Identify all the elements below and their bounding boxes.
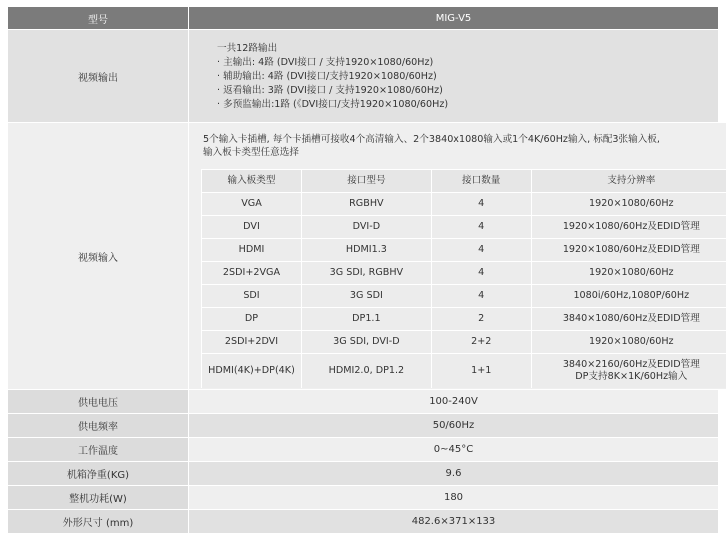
spec-row (8, 414, 718, 438)
header-label: 型号 (8, 7, 188, 29)
table-row (202, 285, 726, 308)
column-header: 输入板类型 (202, 170, 302, 193)
table-cell: 3G SDI, DVI-D (301, 331, 431, 354)
table-cell: DP (202, 308, 302, 331)
input-row (8, 123, 718, 390)
table-cell: DP1.1 (301, 308, 431, 331)
table-cell: 3840×2160/60Hz及EDID管理 DP支持8K×1K/60Hz输入 (531, 354, 726, 389)
table-cell: 4 (431, 216, 531, 239)
table-cell: DVI-D (301, 216, 431, 239)
output-line: · 辅助输出: 4路 (DVI接口/支持1920×1080/60Hz) (217, 71, 437, 82)
spec-label: 供电电压 (8, 390, 188, 413)
output-line: · 主输出: 4路 (DVI接口 / 支持1920×1080/60Hz) (217, 57, 434, 68)
output-line: 一共12路输出 (217, 43, 278, 54)
table-row (202, 331, 726, 354)
spec-value: 180 (188, 486, 718, 509)
spec-value: 9.6 (188, 462, 718, 485)
table-cell: 3G SDI (301, 285, 431, 308)
table-cell: 1+1 (431, 354, 531, 389)
header-row (8, 7, 718, 30)
table-cell: 1920×1080/60Hz (531, 262, 726, 285)
table-cell: 1920×1080/60Hz (531, 331, 726, 354)
spec-label: 供电频率 (8, 414, 188, 437)
table-cell: 4 (431, 285, 531, 308)
spec-value: 482.6×371×133 (188, 510, 718, 533)
table-row (202, 308, 726, 331)
table-cell: 1920×1080/60Hz (531, 193, 726, 216)
table-cell: RGBHV (301, 193, 431, 216)
input-intro-line: 5个输入卡插槽, 每个卡插槽可接收4个高清输入、2个3840x1080输入或1个4K/60Hz输入, 标配3张输入板, (203, 134, 660, 145)
output-line: · 返看输出: 3路 (DVI接口 / 支持1920×1080/60Hz) (217, 85, 443, 96)
table-cell: 2SDI+2DVI (202, 331, 302, 354)
spec-row (8, 462, 718, 486)
spec-row (8, 510, 718, 534)
table-cell: 3G SDI, RGBHV (301, 262, 431, 285)
table-cell: 2SDI+2VGA (202, 262, 302, 285)
table-row (202, 354, 726, 389)
table-cell: HDMI2.0, DP1.2 (301, 354, 431, 389)
column-header: 接口数量 (431, 170, 531, 193)
spec-label: 工作温度 (8, 438, 188, 461)
output-list (189, 30, 448, 112)
table-cell: 1080i/60Hz,1080P/60Hz (531, 285, 726, 308)
table-cell: 3840×1080/60Hz及EDID管理 (531, 308, 726, 331)
table-row (202, 239, 726, 262)
table-row (202, 193, 726, 216)
spec-table (8, 7, 718, 534)
input-table-header (202, 170, 726, 193)
input-label: 视频输入 (8, 123, 188, 389)
model-value: MIG-V5 (188, 7, 718, 29)
spec-value: 100-240V (188, 390, 718, 413)
table-cell: SDI (202, 285, 302, 308)
table-cell: HDMI (202, 239, 302, 262)
spec-row (8, 438, 718, 462)
table-cell: 1920×1080/60Hz及EDID管理 (531, 216, 726, 239)
table-cell: 4 (431, 262, 531, 285)
spec-value: 0~45°C (188, 438, 718, 461)
table-cell: 1920×1080/60Hz及EDID管理 (531, 239, 726, 262)
output-row (8, 30, 718, 123)
table-cell: 4 (431, 193, 531, 216)
input-card-table (201, 169, 726, 388)
spec-label: 外形尺寸 (mm) (8, 510, 188, 533)
table-row (202, 262, 726, 285)
column-header: 支持分辨率 (531, 170, 726, 193)
table-row (202, 216, 726, 239)
table-cell: 4 (431, 239, 531, 262)
spec-rows (8, 390, 718, 534)
spec-label: 整机功耗(W) (8, 486, 188, 509)
spec-row (8, 486, 718, 510)
column-header: 接口型号 (301, 170, 431, 193)
spec-label: 机箱净重(KG) (8, 462, 188, 485)
table-cell: VGA (202, 193, 302, 216)
output-line: · 多预监输出:1路 (《DVI接口/支持1920×1080/60Hz) (217, 99, 449, 110)
table-cell: 2 (431, 308, 531, 331)
input-intro (189, 123, 674, 169)
table-cell: DVI (202, 216, 302, 239)
table-cell: HDMI1.3 (301, 239, 431, 262)
input-intro-line: 输入板卡类型任意选择 (203, 147, 299, 158)
output-label: 视频输出 (8, 30, 188, 122)
table-cell: HDMI(4K)+DP(4K) (202, 354, 302, 389)
spec-row (8, 390, 718, 414)
table-cell: 2+2 (431, 331, 531, 354)
spec-value: 50/60Hz (188, 414, 718, 437)
